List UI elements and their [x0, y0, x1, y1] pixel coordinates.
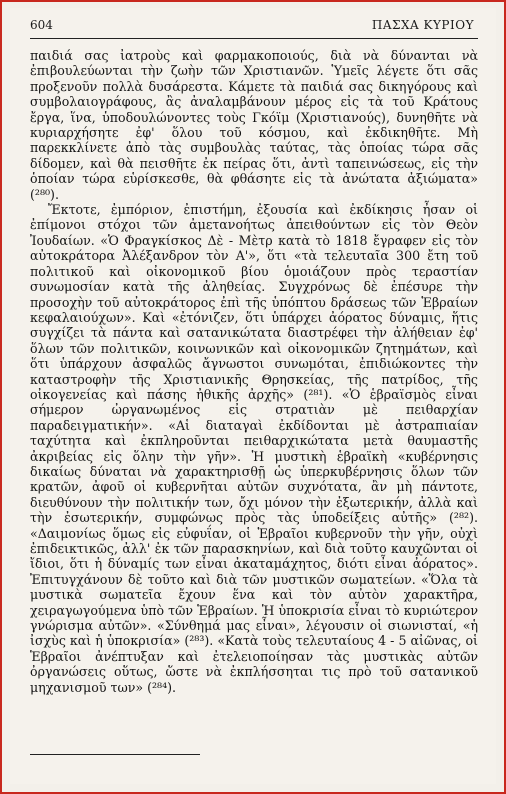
paragraph-1: παιδιά σας ἰατροὺς καὶ φαρμακοποιούς, διὰ νὰ δύνανται νὰ ἐπιβουλεύωνται τὴν ζωὴν τῶν Χριστιανῶν. Ὑμεῖς λέγετε ὅτι σᾶς προξενοῦν πολλὰ δυσάρεστα. Κάμετε τὰ παιδιά σας δικηγόρους καὶ συμβολαιογράφους, ἂς ἀναλαμβάνουν μέρος εἰς τὰ τοῦ Κράτους ἔργα, ἵνα, ὑποδουλώνοντες τοὺς Γκόϊμ (Χριστιανούς), δυνηθῆτε νὰ κυριαρχήσητε ἐφ' ὅλου τοῦ κόσμου, καὶ ἐκδικηθῆτε. Μὴ παρεκκλίνετε ἀπὸ τὰς συμβουλὰς ταύτας, τὰς ὁποίας τώρα σᾶς δίδομεν, καὶ θὰ πεισθῆτε ἐκ πείρας ὅτι, ἀντὶ ταπεινώσεως, εἰς τὴν ὁποίαν τώρα εὑρίσκεσθε, θὰ φθάσητε εἰς τὰ ἀνώτατα ἀξιώματα» (²⁸⁰).	[30, 48, 478, 202]
header-rule	[30, 38, 478, 39]
running-head: ΠΑΣΧΑ ΚΥΡΙΟΥ	[371, 18, 474, 32]
footnote-rule	[30, 754, 200, 755]
page-number: 604	[30, 18, 53, 32]
body-text	[30, 48, 478, 695]
paragraph-2: Ἔκτοτε, ἐμπόριον, ἐπιστήμη, ἐξουσία καὶ ἐκδίκησις ἦσαν οἱ ἐπίμονοι στόχοι τῶν ἀμετανοήτως ἀπειθούντων εἰς τὸν Θεὸν Ἰουδαίων. «Ὁ Φραγκίσκος Δὲ - Μὲτρ κατὰ τὸ 1818 ἔγραφεν εἰς τὸν αὐτοκράτορα Ἀλέξανδρον τὸν Α'», ὅτι «τὰ τελευταῖα 300 ἔτη τοῦ πολιτικοῦ καὶ οἰκονομικοῦ βίου ὁμοιάζουν πρὸς τεραστίαν συνωμοσίαν κατὰ τῆς ἀληθείας. Συγχρόνως δὲ ἐπέσυρε τὴν προσοχὴν τοῦ αὐτοκράτορος ἐπὶ τῆς ὑπόπτου δράσεως τῶν Ἑβραίων κεφαλαιούχων». Καὶ «ἐτόνιζεν, ὅτι ὑπάρχει ἀόρατος δύναμις, ἥτις συγχίζει τὰ πάντα καὶ σατανικώτατα διαστρέφει τὴν ἀλήθειαν ἐφ' ὅλων τῶν πολιτικῶν, κοινωνικῶν καὶ οἰκονομικῶν ζητημάτων, καὶ ὅτι ὑπάρχουν ἀσφαλῶς ἄγνωστοι συνωμόται, ἐπιδιώκοντες τὴν καταστροφὴν τῆς Χριστιανικῆς Θρησκείας, τῆς πατρίδος, τῆς οἰκογενείας καὶ πάσης ἠθικῆς ἀρχῆς» (²⁸¹). «Ὁ ἑβραϊσμὸς εἶναι σήμερον ὠργανωμένος εἰς στρατιὰν μὲ πειθαρχίαν παραδειγματικήν». «Αἱ διαταγαὶ ἐκδίδονται μὲ ἀστραπιαίαν ταχύτητα καὶ ἐκπληροῦνται πειθαρχικώτατα μετὰ θαυμαστῆς ἀκριβείας εἰς ὅλην τὴν γῆν». Ἡ μυστικὴ ἑβραϊκὴ «κυβέρνησις δικαίως δύναται νὰ χαρακτηρισθῇ ὡς ὑπερκυβέρνησις ὅλων τῶν κρατῶν, ἀφοῦ οἱ κυβερνῆται αὐτῶν συχνότατα, ἂν μὴ πάντοτε, διευθύνουν τὴν πολιτικήν των, ὄχι μόνον τὴν ἐξωτερικήν, ἀλλὰ καὶ τὴν ἐσωτερικήν, συμφώνως πρὸς τὰς ὑποδείξεις αὐτῆς» (²⁸²). «Δαιμονίως ὅμως εἰς εὐφυΐαν, οἱ Ἑβραῖοι κυβερνοῦν τὴν γῆν, οὐχὶ ἐπιδεικτικῶς, ἀλλ' ἐκ τῶν παρασκηνίων, καὶ διὰ τοῦτο καυχῶνται οἱ ἴδιοι, ὅτι ἡ δύναμίς των εἶναι ἀκαταμάχητος, διότι εἶναι ἀόρατος». Ἐπιτυγχάνουν δὲ τοῦτο καὶ διὰ τῶν μυστικῶν σωματείων. «Ὅλα τὰ μυστικὰ σωματεῖα ἔχουν ἕνα καὶ τὸν αὐτὸν χαρακτῆρα, χειραγωγούμενα ὑπὸ τῶν Ἑβραίων. Ἡ ὑποκρισία εἶναι τὸ κυριώτερον γνώρισμα αὐτῶν». «Σύνθημά μας εἶναι», λέγουσιν οἱ σιωνισταί, «ἡ ἰσχὺς καὶ ἡ ὑποκρισία» (²⁸³). «Κατὰ τοὺς τελευταίους 4 - 5 αἰῶνας, οἱ Ἑβραῖοι ἀνέπτυξαν καὶ ἐτελειοποίησαν τὰς μυστικὰς αὐτῶν ὀργανώσεις οὕτως, ὥστε νὰ ἐκπλήσσηται τις πρὸ τοῦ σατανικοῦ μηχανισμοῦ των» (²⁸⁴).	[30, 202, 478, 695]
book-page	[10, 8, 496, 784]
page-header	[10, 18, 496, 36]
